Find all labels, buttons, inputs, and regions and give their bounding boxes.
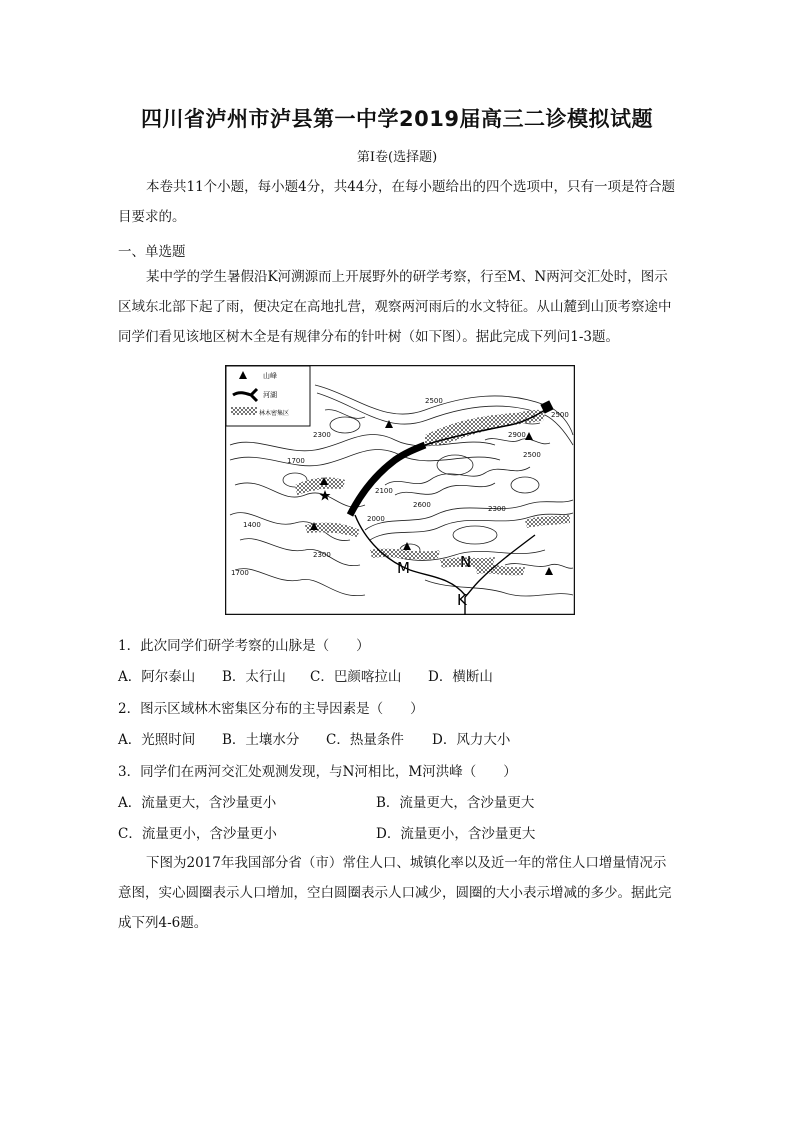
contour-label: 2500 (523, 451, 541, 459)
passage-2: 下图为2017年我国部分省（市）常住人口、城镇化率以及近一年的常住人口增量情况示意图，实心圆圈表示人口增加，空白圆圈表示人口减少，圆圈的大小表示增减的多少。据此完成下列4-6题。 (118, 855, 672, 931)
legend-peak: 山峰 (263, 372, 277, 380)
question-3-options-row1 (118, 791, 534, 811)
contour-label: 2500 (551, 411, 569, 419)
contour-label: 2900 (508, 431, 526, 439)
contour-label: 2600 (413, 501, 431, 509)
question-1-options (118, 665, 493, 685)
exam-subtitle: 第I卷(选择题) (356, 150, 438, 165)
option-b: B．流量更大，含沙量更大 (376, 795, 535, 811)
section-heading: 一、单选题 (118, 244, 186, 260)
legend-forest: 林木密集区 (259, 410, 290, 417)
option-a: A．流量更大，含沙量更小 (118, 795, 277, 811)
option-b: B．土壤水分 (222, 732, 300, 748)
map-legend (226, 366, 310, 426)
legend-river: 河湖 (263, 391, 277, 399)
intro-paragraph: 本卷共11个小题，每小题4分，共44分，在每小题给出的四个选项中，只有一项是符合题目要求的。 (118, 179, 675, 225)
contour-label: 2300 (488, 505, 506, 513)
option-a: A．光照时间 (118, 732, 196, 748)
question-3-options-row2 (118, 822, 535, 842)
option-d: D．风力大小 (432, 732, 511, 748)
contour-label: 2300 (313, 431, 331, 439)
forest-legend-icon (231, 407, 257, 415)
topographic-map (225, 365, 575, 615)
option-a: A．阿尔泰山 (118, 669, 196, 685)
contour-label: 1400 (243, 521, 261, 529)
exam-title: 四川省泸州市泸县第一中学2019届高三二诊模拟试题 (141, 107, 653, 131)
question-1-stem: 1．此次同学们研学考察的山脉是（ ） (118, 638, 370, 654)
contour-label: 2000 (367, 515, 385, 523)
option-c: C．热量条件 (326, 732, 404, 748)
option-d: D．流量更小，含沙量更大 (376, 826, 536, 842)
contour-label: 2300 (313, 551, 331, 559)
option-c: C．巴颜喀拉山 (310, 669, 402, 685)
question-3-stem: 3．同学们在两河交汇处观测发现，与N河相比，M河洪峰（ ） (118, 764, 517, 780)
contour-label: 1700 (231, 569, 249, 577)
question-2-options (118, 728, 510, 748)
option-d: D．横断山 (428, 669, 493, 685)
passage-1: 某中学的学生暑假沿K河溯源而上开展野外的研学考察，行至M、N两河交汇处时，图示区域东北部下起了雨，便决定在高地扎营，观察两河雨后的水文特征。从山麓到山顶考察途中同学们看见该地区树木全是有规律分布的针叶树（如下图）。据此完成下列问1-3题。 (118, 269, 672, 345)
question-2-stem: 2．图示区域林木密集区分布的主导因素是（ ） (118, 701, 424, 717)
option-c: C．流量更小，含沙量更小 (118, 826, 277, 842)
contour-label: 1700 (287, 457, 305, 465)
label-m: M (397, 559, 410, 577)
contour-label: 2100 (375, 487, 393, 495)
label-k: K (457, 591, 467, 609)
contour-label: 2500 (425, 397, 443, 405)
option-b: B．太行山 (222, 669, 286, 685)
label-n: N (460, 553, 472, 571)
